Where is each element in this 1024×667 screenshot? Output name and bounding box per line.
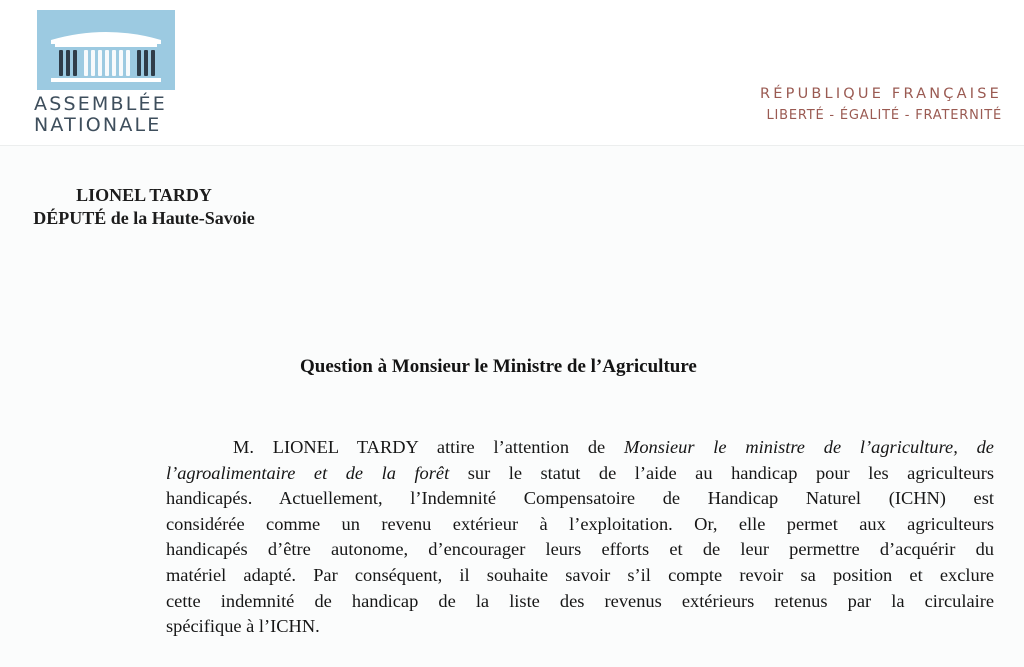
body-line — [166, 486, 994, 512]
assemblee-nationale-logo — [34, 10, 178, 136]
author-title: DÉPUTÉ de la Haute-Savoie — [33, 208, 255, 228]
body-line — [166, 461, 994, 487]
question-body — [166, 435, 994, 640]
republic-title: RÉPUBLIQUE FRANÇAISE — [760, 86, 1002, 102]
body-line — [166, 512, 994, 538]
body-segment: attire l’attention de — [418, 437, 625, 457]
body-segment-italic: l’agroalimentaire et de la forêt — [166, 462, 450, 483]
body-line — [166, 537, 994, 563]
logo-wordmark-line1: ASSEMBLÉE — [34, 93, 167, 115]
body-segment: sur le statut de l’aide au handicap pour les agriculteurs — [449, 462, 994, 483]
body-segment-italic: Monsieur le ministre de l’agriculture, de — [624, 437, 994, 457]
body-segment: spécifique à l’ICHN. — [166, 616, 320, 637]
body-line — [166, 563, 994, 589]
body-segment: M. LIONEL TARDY — [233, 437, 419, 457]
logo-wordmark-line2: NATIONALE — [34, 114, 162, 136]
body-segment: handicapés. Actuellement, l’Indemnité Compensatoire de Handicap Naturel (ICHN) est — [166, 488, 994, 509]
body-line — [166, 435, 994, 461]
republic-motto — [760, 84, 1002, 126]
hemicycle-columns-icon — [37, 10, 175, 90]
body-line — [166, 614, 994, 640]
body-segment: cette indemnité de handicap de la liste des revenus extérieurs retenus par la circulaire — [166, 590, 994, 611]
body-segment: matériel adapté. Par conséquent, il souhaite savoir s’il compte revoir sa position et exclure — [166, 564, 994, 585]
body-line — [166, 589, 994, 615]
republic-motto-text: LIBERTÉ - ÉGALITÉ - FRATERNITÉ — [766, 108, 1002, 123]
body-segment: considérée comme un revenu extérieur à l’exploitation. Or, elle permet aux agriculteurs — [166, 513, 994, 534]
body-segment: handicapés d’être autonome, d’encourager leurs efforts et de leur permettre d’acquérir du — [166, 539, 994, 560]
author-block — [14, 184, 274, 230]
author-name: LIONEL TARDY — [76, 185, 212, 205]
question-title: Question à Monsieur le Ministre de l’Agriculture — [300, 356, 697, 377]
